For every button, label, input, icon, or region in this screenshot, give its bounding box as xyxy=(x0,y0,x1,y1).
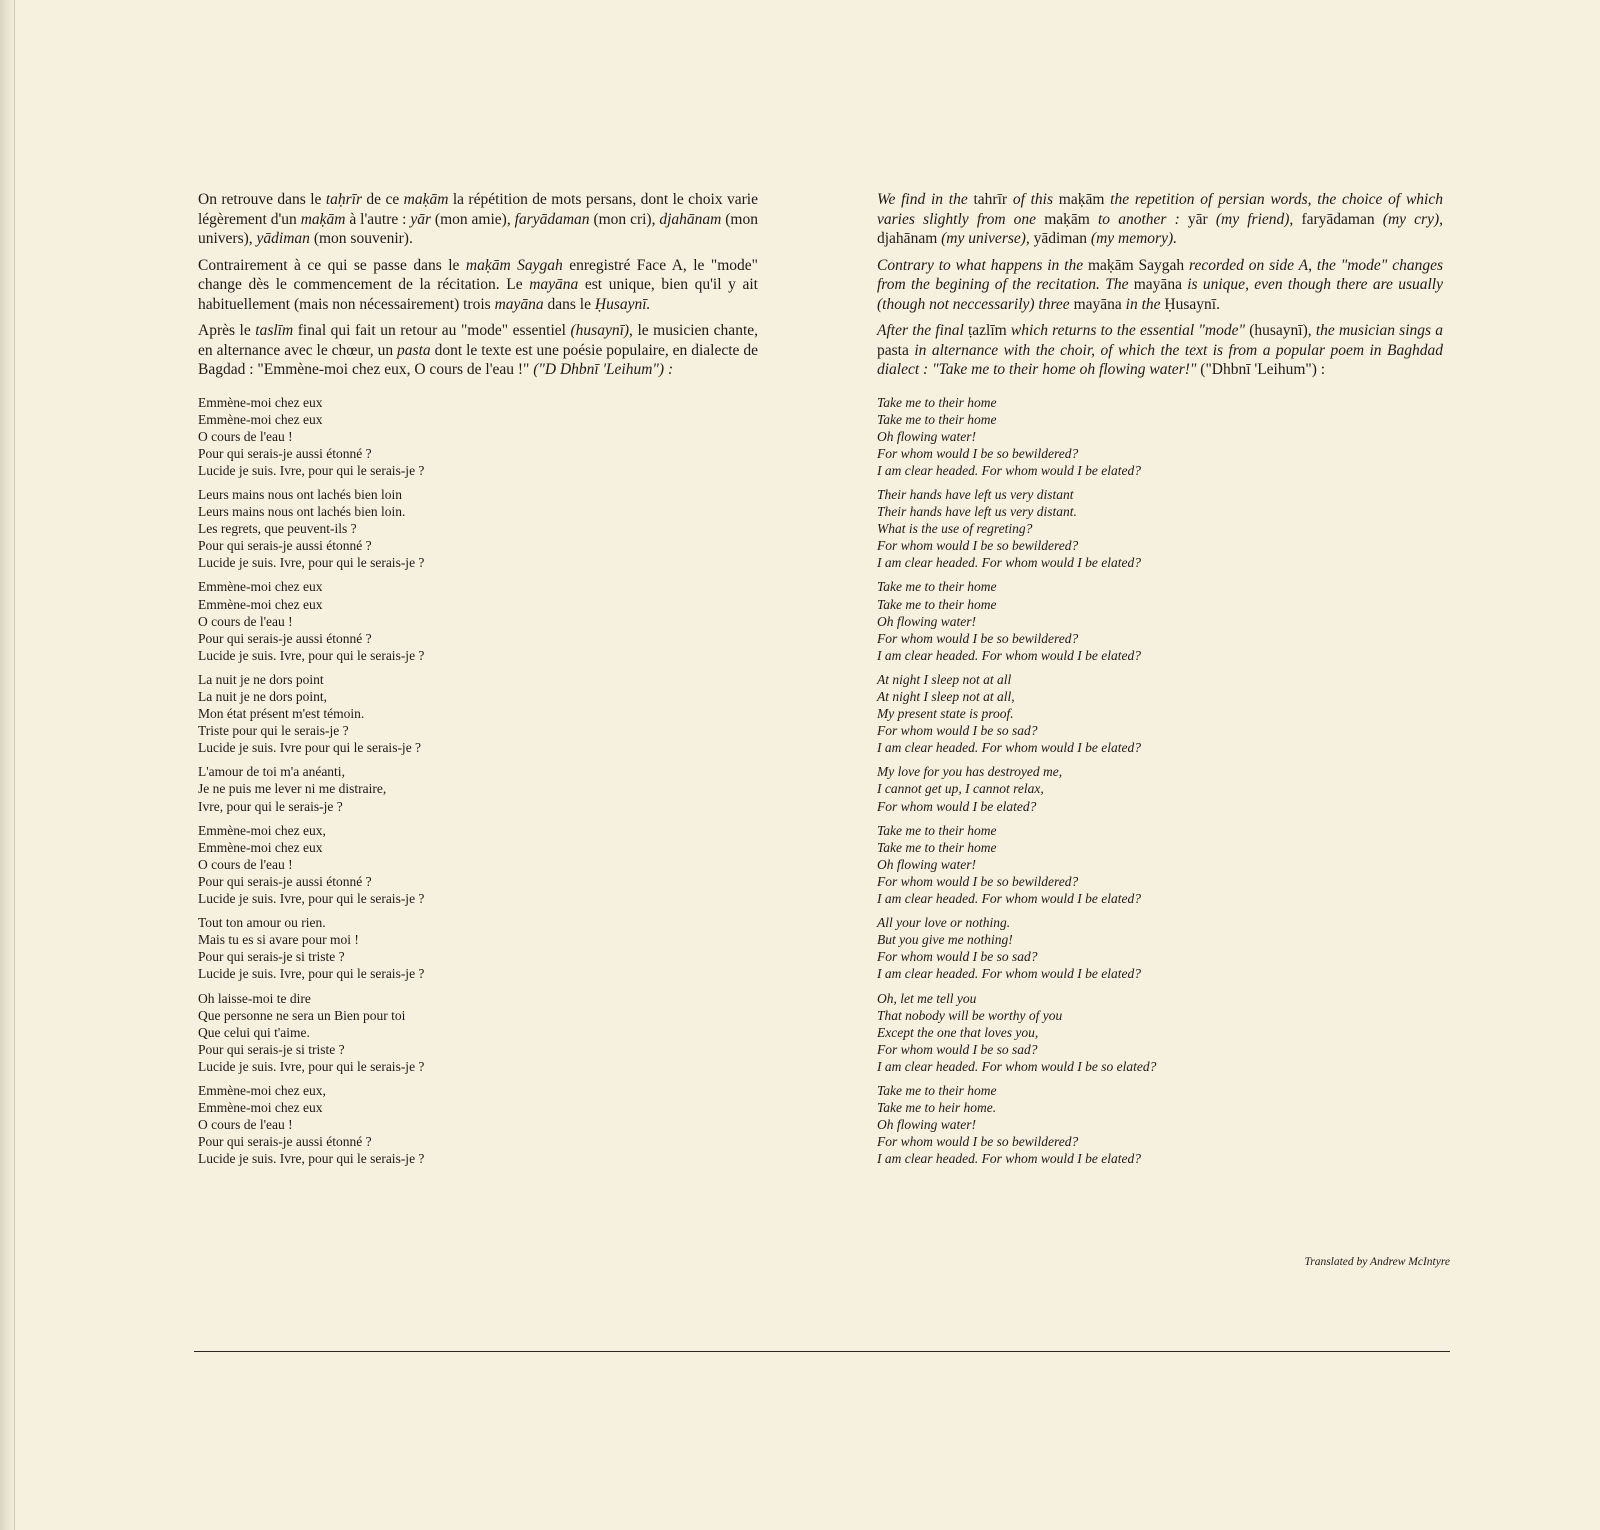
french-lyric-line: Emmène-moi chez eux, xyxy=(198,1082,326,1098)
french-paragraph-segment: (mon univers), xyxy=(198,210,758,247)
english-lyric-line: Oh flowing water! xyxy=(877,1117,977,1133)
english-lyric-line: What is the use of regreting? xyxy=(877,521,1033,537)
french-paragraph-segment: (mon cri), xyxy=(589,210,660,228)
french-lyric-line: Lucide je suis. Ivre, pour qui le serais-je ? xyxy=(198,555,425,571)
english-lyric-line: I am clear headed. For whom would I be so elated? xyxy=(877,1058,1157,1074)
english-paragraph-segment: ("Dhbnī 'Leihum") : xyxy=(1200,361,1326,378)
french-lyric-line: Pour qui serais-je si triste ? xyxy=(198,1041,345,1057)
french-lyric-line: Mon état présent m'est témoin. xyxy=(198,706,365,722)
english-lyric-line: For whom would I be so bewildered? xyxy=(877,445,1079,461)
english-lyric-line: My present state is proof. xyxy=(877,706,1014,722)
french-lyric-line: O cours de l'eau ! xyxy=(198,1117,293,1133)
english-paragraph-segment: After the final xyxy=(877,322,968,339)
english-intro xyxy=(877,190,1443,380)
french-paragraph-segment: de ce xyxy=(362,191,404,208)
english-stanza xyxy=(877,1082,1443,1167)
english-lyric-line: Take me to heir home. xyxy=(877,1100,997,1116)
french-lyric-line: O cours de l'eau ! xyxy=(198,428,293,444)
french-lyric-line: O cours de l'eau ! xyxy=(198,613,293,629)
french-lyric-line: Lucide je suis. Ivre, pour qui le serais-je ? xyxy=(198,462,425,478)
french-stanza xyxy=(198,990,758,1075)
french-lyric-line: Lucide je suis. Ivre, pour qui le serais-je ? xyxy=(198,966,425,982)
french-lyric-line: Pour qui serais-je aussi étonné ? xyxy=(198,630,372,646)
english-stanza xyxy=(877,671,1443,756)
english-paragraph xyxy=(877,256,1443,315)
french-lyric-line: Emmène-moi chez eux xyxy=(198,596,323,612)
french-paragraph xyxy=(198,256,758,315)
french-paragraph-segment: final qui fait un retour au "mode" essentiel xyxy=(293,322,571,339)
french-lyric-line: Ivre, pour qui le serais-je ? xyxy=(198,798,343,814)
french-column xyxy=(198,190,758,1174)
french-paragraph-segment: dont le texte est une poésie populaire, en dialecte de Bagdad : "Emmène-moi chez eux, O cours de l'eau !" xyxy=(198,341,758,378)
english-paragraph xyxy=(877,321,1443,380)
english-paragraph-segment: pasta xyxy=(877,341,909,359)
french-paragraph-segment: pasta xyxy=(397,341,431,359)
english-lyric-line: At night I sleep not at all, xyxy=(877,689,1015,704)
french-stanza xyxy=(198,1082,758,1167)
english-lyric-line: Take me to their home xyxy=(877,596,997,612)
french-paragraph-segment: mayāna xyxy=(494,295,544,313)
english-stanza xyxy=(877,763,1443,814)
english-lyric-line: For whom would I be so bewildered? xyxy=(877,1134,1079,1150)
english-lyric-line: I am clear headed. For whom would I be elated? xyxy=(877,740,1141,756)
english-paragraph-segment: faryādaman xyxy=(1301,210,1375,228)
english-paragraph-segment: the repetition of persian words, the choice of which varies slightly from one xyxy=(877,191,1443,228)
english-lyric-line: I am clear headed. For whom would I be elated? xyxy=(877,1151,1141,1167)
english-stanza xyxy=(877,822,1443,907)
french-lyric-line: Pour qui serais-je si triste ? xyxy=(198,949,345,965)
english-lyric-line: I am clear headed. For whom would I be elated? xyxy=(877,647,1141,663)
french-paragraph-segment: yādiman xyxy=(256,230,310,247)
french-paragraph-segment: enregistré Face A, le "mode" change dès le commencement de la récitation. Le xyxy=(198,256,758,293)
english-lyric-line: I am clear headed. For whom would I be elated? xyxy=(877,555,1141,571)
english-lyric-line: For whom would I be so sad? xyxy=(877,1041,1038,1057)
french-lyric-line: Leurs mains nous ont lachés bien loin xyxy=(198,486,402,502)
english-paragraph-segment: yār xyxy=(1187,210,1208,228)
english-paragraph-segment: (my cry), xyxy=(1374,210,1443,228)
french-lyric-line: Emmène-moi chez eux xyxy=(198,394,323,410)
english-paragraph-segment: the musician sings a xyxy=(1311,322,1443,339)
french-paragraph-segment: maḳām Saygah xyxy=(465,256,563,274)
french-lyric-line: Emmène-moi chez eux, xyxy=(198,822,326,838)
english-lyric-line: Take me to their home xyxy=(877,579,997,595)
english-stanza xyxy=(877,914,1443,982)
english-lyric-line: For whom would I be so bewildered? xyxy=(877,538,1079,554)
english-paragraph-segment: of this xyxy=(1007,191,1059,208)
french-lyrics xyxy=(198,394,758,1168)
french-paragraph xyxy=(198,321,758,380)
french-lyric-line: Que celui qui t'aime. xyxy=(198,1024,310,1040)
english-paragraph xyxy=(877,190,1443,249)
french-lyric-line: Mais tu es si avare pour moi ! xyxy=(198,932,359,948)
french-lyric-line: Leurs mains nous ont lachés bien loin. xyxy=(198,504,406,520)
french-paragraph-segment: mayāna xyxy=(529,276,579,293)
french-lyric-line: Les regrets, que peuvent-ils ? xyxy=(198,521,357,537)
english-paragraph-segment: (my universe), xyxy=(937,230,1034,247)
french-paragraph-segment: Après le xyxy=(198,322,256,339)
english-lyric-line: For whom would I be elated? xyxy=(877,798,1037,814)
french-lyric-line: Emmène-moi chez eux xyxy=(198,411,323,427)
english-paragraph-segment: maḳām Saygah xyxy=(1088,256,1185,274)
english-lyric-line: At night I sleep not at all xyxy=(877,671,1012,687)
english-paragraph-segment: maḳām xyxy=(1044,210,1090,228)
french-lyric-line: Pour qui serais-je aussi étonné ? xyxy=(198,1134,372,1150)
english-paragraph-segment: to another : xyxy=(1089,210,1188,228)
english-paragraph-segment: mayāna xyxy=(1133,276,1182,293)
french-lyric-line: Lucide je suis. Ivre, pour qui le serais-je ? xyxy=(198,647,425,663)
english-paragraph-segment: (my memory). xyxy=(1087,230,1177,247)
french-intro xyxy=(198,190,758,380)
french-lyric-line: La nuit je ne dors point xyxy=(198,671,324,687)
english-paragraph-segment: is unique, even though there are usually (though not neccessarily) three xyxy=(877,276,1443,313)
french-lyric-line: Tout ton amour ou rien. xyxy=(198,915,326,931)
english-paragraph-segment: recorded on side A, the "mode" changes from the begining of the recitation. The xyxy=(877,256,1443,293)
french-paragraph-segment: maḳām xyxy=(300,210,346,228)
french-paragraph-segment: ("D Dhbnī 'Leihum") : xyxy=(533,361,674,378)
english-paragraph-segment: Contrary to what happens in the xyxy=(877,256,1088,274)
english-paragraph-segment: Ḥusaynī. xyxy=(1164,295,1220,313)
french-lyric-line: Emmène-moi chez eux xyxy=(198,839,323,855)
french-lyric-line: Que personne ne sera un Bien pour toi xyxy=(198,1007,406,1023)
french-stanza xyxy=(198,822,758,907)
english-paragraph-segment: yādiman xyxy=(1033,230,1088,247)
english-paragraph-segment: (husaynī), xyxy=(1249,322,1312,339)
english-lyric-line: Take me to their home xyxy=(877,411,997,427)
french-lyric-line: Pour qui serais-je aussi étonné ? xyxy=(198,873,372,889)
french-paragraph-segment: la répétition de mots persans, dont le choix varie légèrement d'un xyxy=(198,191,758,228)
english-lyric-line: My love for you has destroyed me, xyxy=(877,764,1063,780)
english-lyric-line: I am clear headed. For whom would I be elated? xyxy=(877,966,1141,982)
english-lyric-line: I cannot get up, I cannot relax, xyxy=(877,781,1044,797)
english-stanza xyxy=(877,578,1443,663)
french-lyric-line: L'amour de toi m'a anéanti, xyxy=(198,764,345,780)
french-paragraph-segment: djahānam xyxy=(659,210,722,228)
english-paragraph-segment: in the xyxy=(1121,295,1165,313)
english-lyric-line: All your love or nothing. xyxy=(877,915,1011,931)
english-lyric-line: Their hands have left us very distant xyxy=(877,486,1074,502)
english-lyric-line: Take me to their home xyxy=(877,1082,997,1098)
french-paragraph-segment: est unique, bien qu'il y ait habituellement (mais non nécessairement) trois xyxy=(198,276,758,313)
french-stanza xyxy=(198,671,758,756)
french-paragraph-segment: taslīm xyxy=(255,322,294,339)
french-paragraph-segment: (mon amie), xyxy=(431,210,515,228)
french-stanza xyxy=(198,763,758,814)
english-lyric-line: But you give me nothing! xyxy=(877,932,1013,948)
french-paragraph-segment: (husaynī) xyxy=(570,322,630,339)
english-lyric-line: Take me to their home xyxy=(877,839,997,855)
english-paragraph-segment: We find in the xyxy=(877,191,974,208)
english-paragraph-segment: djahānam xyxy=(877,230,938,247)
english-column xyxy=(877,190,1443,1174)
french-paragraph-segment: , le musicien chante, en alternance avec le chœur, un xyxy=(198,322,759,359)
english-paragraph-segment: mayāna xyxy=(1073,295,1122,313)
french-lyric-line: Lucide je suis. Ivre, pour qui le serais-je ? xyxy=(198,1151,425,1167)
translator-credit: Translated by Andrew McIntyre xyxy=(1304,1256,1450,1268)
english-lyric-line: Their hands have left us very distant. xyxy=(877,504,1077,520)
french-stanza xyxy=(198,914,758,982)
french-paragraph-segment: (mon souvenir). xyxy=(309,230,413,247)
english-lyric-line: I am clear headed. For whom would I be elated? xyxy=(877,462,1141,478)
french-lyric-line: Lucide je suis. Ivre, pour qui le serais-je ? xyxy=(198,1058,425,1074)
english-stanza xyxy=(877,486,1443,571)
french-lyric-line: Oh laisse-moi te dire xyxy=(198,990,311,1006)
french-paragraph-segment: à l'autre : xyxy=(345,210,411,228)
french-lyric-line: Pour qui serais-je aussi étonné ? xyxy=(198,538,372,554)
french-stanza xyxy=(198,486,758,571)
english-paragraph-segment: maḳām xyxy=(1058,191,1105,208)
english-paragraph-segment: (my friend), xyxy=(1207,210,1302,228)
english-paragraph-segment: in alternance with the choir, of which the text is from a popular poem in Baghdad dialect : "Take me to their home oh flowing water!" xyxy=(877,341,1443,378)
french-paragraph-segment: Ḥusaynī. xyxy=(594,295,651,313)
english-stanza xyxy=(877,990,1443,1075)
english-lyric-line: Oh flowing water! xyxy=(877,856,977,872)
french-lyric-line: Emmène-moi chez eux xyxy=(198,579,323,595)
french-paragraph-segment: Contrairement à ce qui se passe dans le xyxy=(198,256,466,274)
french-paragraph-segment: faryādaman xyxy=(514,210,590,228)
english-lyric-line: For whom would I be so sad? xyxy=(877,723,1038,739)
english-lyrics xyxy=(877,394,1443,1168)
french-paragraph-segment: dans le xyxy=(543,295,595,313)
english-lyric-line: Take me to their home xyxy=(877,394,997,410)
french-lyric-line: O cours de l'eau ! xyxy=(198,856,293,872)
english-lyric-line: For whom would I be so bewildered? xyxy=(877,630,1079,646)
page-spine-edge xyxy=(0,0,15,1530)
french-lyric-line: Emmène-moi chez eux xyxy=(198,1100,323,1116)
french-lyric-line: Lucide je suis. Ivre pour qui le serais-je ? xyxy=(198,740,422,756)
english-lyric-line: Oh flowing water! xyxy=(877,428,977,444)
english-lyric-line: For whom would I be so sad? xyxy=(877,949,1038,965)
french-paragraph-segment: On retrouve dans le xyxy=(198,191,326,208)
english-lyric-line: Oh flowing water! xyxy=(877,613,977,629)
french-lyric-line: Triste pour qui le serais-je ? xyxy=(198,723,349,739)
bottom-rule xyxy=(194,1351,1450,1352)
english-lyric-line: That nobody will be worthy of you xyxy=(877,1007,1063,1023)
french-paragraph-segment: maḳām xyxy=(403,191,449,208)
english-stanza xyxy=(877,394,1443,479)
english-lyric-line: For whom would I be so bewildered? xyxy=(877,873,1079,889)
english-paragraph-segment: tahrīr xyxy=(973,191,1008,208)
english-paragraph-segment: which returns to the essential "mode" xyxy=(1006,322,1250,339)
french-paragraph-segment: taḥrīr xyxy=(325,191,363,208)
english-lyric-line: Take me to their home xyxy=(877,822,997,838)
french-lyric-line: Pour qui serais-je aussi étonné ? xyxy=(198,445,372,461)
english-paragraph-segment: ṭazlīm xyxy=(967,322,1007,339)
french-lyric-line: La nuit je ne dors point, xyxy=(198,689,327,704)
french-lyric-line: Je ne puis me lever ni me distraire, xyxy=(198,781,387,797)
english-lyric-line: I am clear headed. For whom would I be elated? xyxy=(877,891,1141,907)
french-paragraph xyxy=(198,190,758,249)
french-stanza xyxy=(198,394,758,479)
french-lyric-line: Lucide je suis. Ivre, pour qui le serais-je ? xyxy=(198,891,425,907)
french-paragraph-segment: yār xyxy=(410,210,432,228)
english-lyric-line: Except the one that loves you, xyxy=(877,1024,1039,1040)
french-stanza xyxy=(198,578,758,663)
english-lyric-line: Oh, let me tell you xyxy=(877,990,977,1006)
